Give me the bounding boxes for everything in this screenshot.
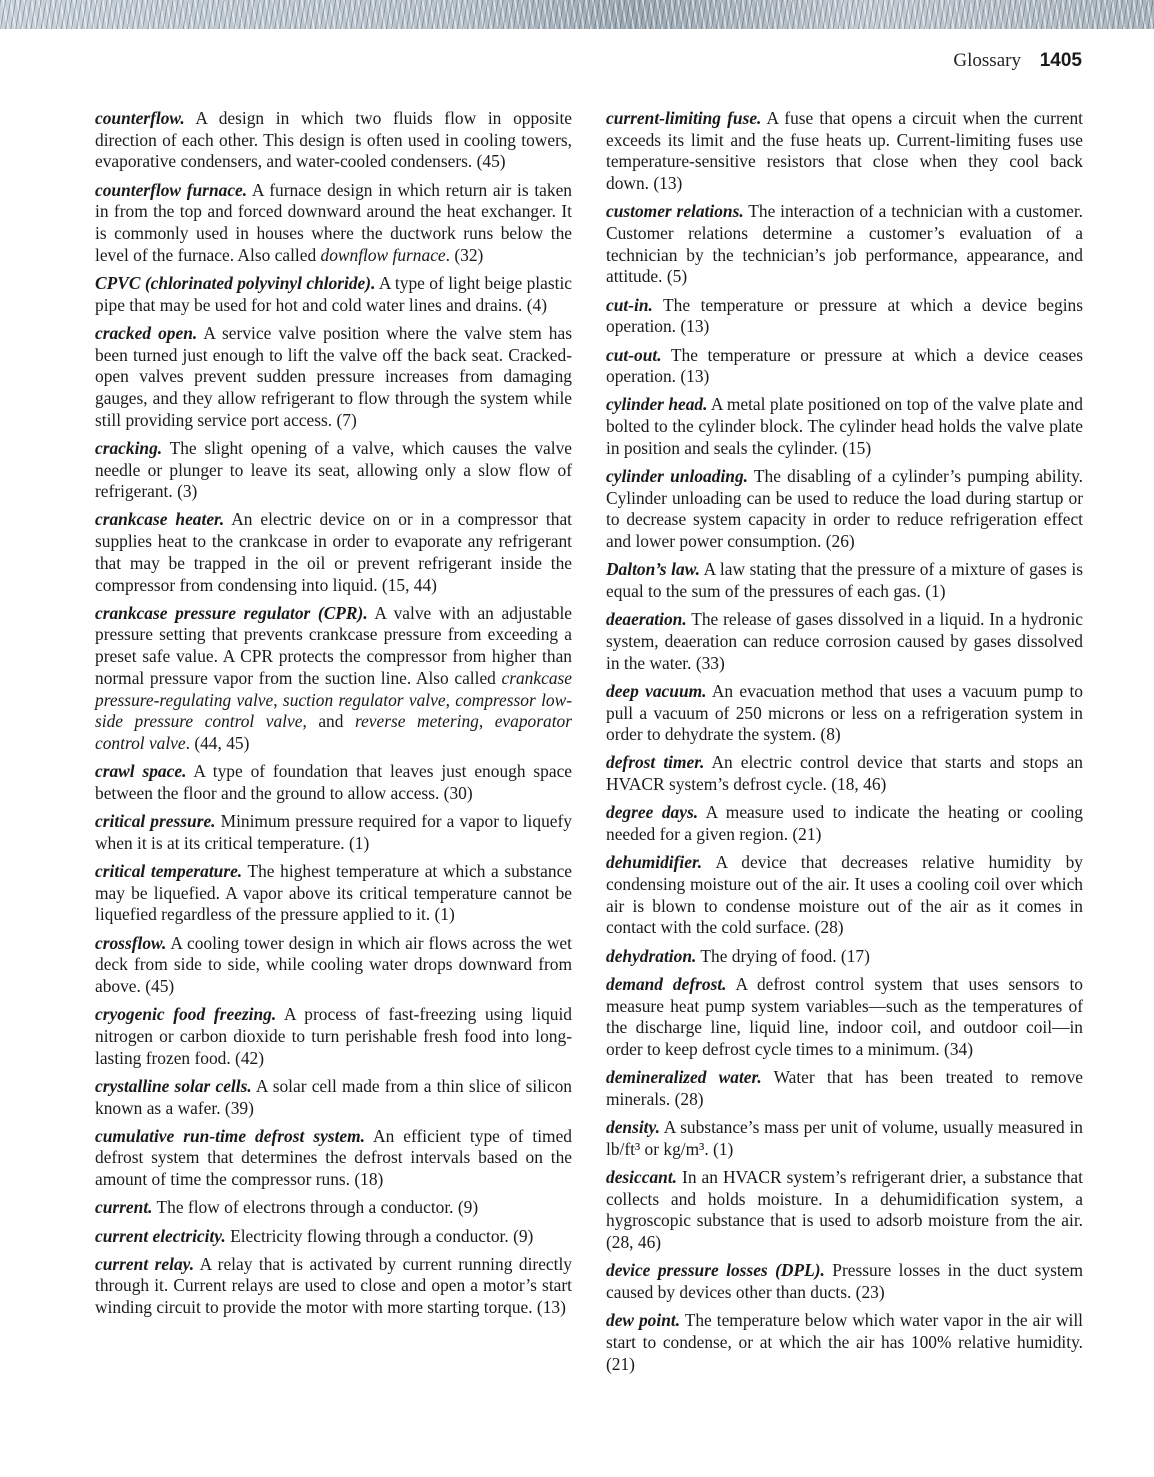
glossary-entry xyxy=(606,974,1083,1061)
glossary-synonym: reverse metering, evaporator control valve xyxy=(95,711,572,753)
glossary-definition: A service valve position where the valve stem has been turned just enough to lift the valve off the back seat. Cracked-open valves prevent sudden pressure increases from damaging gauges, and they allow refrigerant to flow through the system while still providing service port access. (7) xyxy=(95,322,572,430)
glossary-term: current electricity. xyxy=(95,1225,226,1246)
glossary-entry xyxy=(95,273,572,316)
glossary-entry xyxy=(606,1260,1083,1303)
glossary-term: demand defrost. xyxy=(606,973,727,994)
glossary-entry xyxy=(606,1067,1083,1110)
glossary-entry xyxy=(606,345,1083,388)
glossary-definition: The flow of electrons through a conductor. (9) xyxy=(152,1197,479,1218)
glossary-term: counterflow. xyxy=(95,108,185,128)
glossary-entry xyxy=(606,802,1083,845)
glossary-definition: Water that has been treated to remove minerals. (28) xyxy=(606,1067,1083,1109)
glossary-entry xyxy=(606,609,1083,674)
glossary-definition: The interaction of a technician with a customer. Customer relations determine a customer’s evaluation of a technician by the technician’s job performance, appearance, and attitude. (5) xyxy=(606,201,1084,287)
glossary-entry xyxy=(95,1226,572,1248)
glossary-entry xyxy=(95,509,572,596)
page-number: 1405 xyxy=(1039,50,1082,71)
glossary-definition: Pressure losses in the duct system caused by devices other than ducts. (23) xyxy=(606,1260,1083,1302)
glossary-definition: The disabling of a cylinder’s pumping ability. Cylinder unloading can be used to reduce the load during startup or to decrease system capacity in order to reduce refrigeration effect and lower power consumption. (26) xyxy=(606,466,1083,552)
glossary-term: crankcase heater. xyxy=(95,509,225,530)
glossary-term: customer relations. xyxy=(606,201,744,222)
glossary-definition: A defrost control system that uses sensors to measure heat pump system variables—such as the temperatures of the discharge line, liquid line, indoor coil, and outdoor coil—in order to keep defrost cycle times to a minimum. (34) xyxy=(606,973,1083,1059)
glossary-entry xyxy=(606,108,1083,195)
glossary-entry xyxy=(606,295,1083,338)
glossary-term: critical temperature. xyxy=(95,861,243,881)
glossary-term: cracked open. xyxy=(95,322,198,343)
glossary-definition: An efficient type of timed defrost system that determines the defrost intervals based on the amount of time the compressor runs. (18) xyxy=(95,1125,572,1190)
glossary-definition: Electricity flowing through a conductor. (9) xyxy=(225,1225,534,1246)
glossary-entry xyxy=(95,1254,572,1319)
glossary-synonym: downflow furnace xyxy=(320,244,446,265)
glossary-entry xyxy=(95,438,572,503)
glossary-definition: A solar cell made from a thin slice of silicon known as a wafer. (39) xyxy=(95,1075,572,1118)
glossary-entry xyxy=(606,559,1083,602)
glossary-definition: The temperature or pressure at which a device ceases operation. (13) xyxy=(606,344,1083,387)
glossary-entry xyxy=(95,108,572,173)
glossary-definition: A fuse that opens a circuit when the current exceeds its limit and the fuse heats up. Current-limiting fuses use temperature-sensitive resistors that close when they cool back down. (13) xyxy=(606,108,1083,194)
glossary-definition: A metal plate positioned on top of the valve plate and bolted to the cylinder block. The cylinder head holds the valve plate in position and seals the cylinder. (15) xyxy=(606,394,1083,458)
glossary-term: cumulative run-time defrost system. xyxy=(95,1125,365,1146)
glossary-definition: A design in which two fluids flow in opposite direction of each other. This design is often used in cooling towers, evaporative condensers, and water-cooled condensers. (45) xyxy=(95,108,572,172)
glossary-term: dehumidifier. xyxy=(606,852,703,873)
decorative-header-banner xyxy=(0,0,1154,29)
glossary-definition: , xyxy=(273,689,283,710)
glossary-synonym: suction regulator valve xyxy=(282,689,446,710)
glossary-definition: A measure used to indicate the heating or cooling needed for a given region. (21) xyxy=(606,802,1083,845)
glossary-term: cylinder head. xyxy=(606,394,708,415)
glossary-column-right xyxy=(606,108,1083,1382)
glossary-entry xyxy=(606,946,1083,968)
glossary-entry xyxy=(606,1167,1083,1254)
glossary-term: current-limiting fuse. xyxy=(606,108,762,128)
glossary-definition: A device that decreases relative humidity by condensing moisture out of the air. It uses a cooling coil over which air is blown to condense moisture out of the air as it comes in contact with the cold surface. (28) xyxy=(606,852,1083,938)
glossary-definition: . (32) xyxy=(445,244,484,265)
glossary-entry xyxy=(606,466,1083,553)
glossary-term: crossflow. xyxy=(95,932,167,953)
glossary-definition: The slight opening of a valve, which causes the valve needle or plunger to leave its seat, allowing only a slow flow of refrigerant. (3) xyxy=(95,437,572,502)
glossary-entry xyxy=(606,1310,1083,1375)
glossary-entry xyxy=(95,1126,572,1191)
glossary-definition: A type of foundation that leaves just enough space between the floor and the ground to allow access. (30) xyxy=(95,761,573,803)
glossary-definition: The drying of food. (17) xyxy=(696,945,870,966)
section-title: Glossary xyxy=(953,50,1021,71)
glossary-term: counterflow furnace. xyxy=(95,179,248,200)
running-header xyxy=(953,50,1082,72)
glossary-definition: A process of fast-freezing using liquid nitrogen or carbon dioxide to turn perishable fresh food into long-lasting frozen food. (42) xyxy=(95,1004,573,1068)
glossary-term: defrost timer. xyxy=(606,752,705,773)
glossary-entry xyxy=(606,852,1083,939)
glossary-entry xyxy=(606,201,1083,288)
glossary-term: critical pressure. xyxy=(95,811,216,832)
glossary-definition: A type of light beige plastic pipe that may be used for hot and cold water lines and drains. (4) xyxy=(95,272,573,315)
glossary-definition: A valve with an adjustable pressure setting that prevents crankcase pressure from exceeding a preset safe value. A CPR protects the compressor from higher than normal pressure vapor from the suction line. Also called xyxy=(95,602,573,688)
glossary-definition: A cooling tower design in which air flows across the wet deck from side to side, while cooling water drops downward from above. (45) xyxy=(95,932,572,997)
glossary-entry xyxy=(606,681,1083,746)
glossary-entry xyxy=(606,394,1083,459)
glossary-column-left xyxy=(95,108,572,1325)
glossary-term: density. xyxy=(606,1117,660,1138)
glossary-entry xyxy=(95,1076,572,1119)
glossary-term: deep vacuum. xyxy=(606,680,707,701)
glossary-definition: Minimum pressure required for a vapor to liquefy when it is at its critical temperature. (1) xyxy=(95,811,572,853)
glossary-entry xyxy=(95,1004,572,1069)
glossary-term: crankcase pressure regulator (CPR). xyxy=(95,602,368,623)
glossary-definition: A relay that is activated by current running directly through it. Current relays are used to close and open a motor’s start winding circuit to provide the motor with more starting torque. (13) xyxy=(95,1253,572,1318)
glossary-term: desiccant. xyxy=(606,1166,677,1187)
glossary-term: deaeration. xyxy=(606,609,687,630)
glossary-entry xyxy=(95,1197,572,1219)
glossary-term: cut-in. xyxy=(606,294,653,315)
glossary-definition: The highest temperature at which a substance may be liquefied. A vapor above its critical temperature cannot be liquefied regardless of the pressure applied to it. (1) xyxy=(95,861,573,925)
glossary-term: cryogenic food freezing. xyxy=(95,1004,277,1025)
glossary-term: cut-out. xyxy=(606,344,662,365)
glossary-term: dew point. xyxy=(606,1310,681,1331)
glossary-entry xyxy=(95,861,572,926)
glossary-definition: The temperature below which water vapor in the air will start to condense, or at which the air has 100% relative humidity. (21) xyxy=(606,1310,1084,1374)
glossary-definition: An electric device on or in a compressor that supplies heat to the crankcase in order to evaporate any refrigerant that may be trapped in the oil or prevent refrigerant inside the compressor from condensing into liquid. (15, 44) xyxy=(95,509,572,595)
glossary-term: current relay. xyxy=(95,1253,195,1274)
glossary-definition: A furnace design in which return air is taken in from the top and forced downward around the heat exchanger. It is commonly used in houses where the ductwork runs below the level of the furnace. Also called xyxy=(95,179,572,265)
glossary-term: degree days. xyxy=(606,802,699,823)
glossary-synonym: compressor low-side pressure control valve xyxy=(95,689,573,732)
glossary-entry xyxy=(95,811,572,854)
glossary-definition: , and xyxy=(302,711,355,732)
glossary-term: current. xyxy=(95,1197,153,1218)
glossary-definition: The temperature or pressure at which a device begins operation. (13) xyxy=(606,294,1083,337)
glossary-entry xyxy=(95,323,572,432)
glossary-definition: The release of gases dissolved in a liquid. In a hydronic system, deaeration can reduce corrosion caused by gases dissolved in the water. (33) xyxy=(606,609,1083,673)
glossary-entry xyxy=(606,1117,1083,1160)
glossary-term: cylinder unloading. xyxy=(606,466,748,487)
glossary-definition: An evacuation method that uses a vacuum pump to pull a vacuum of 250 microns or less on a refrigeration system in order to dehydrate the system. (8) xyxy=(606,680,1084,745)
glossary-term: Dalton’s law. xyxy=(606,559,701,580)
glossary-definition: A law stating that the pressure of a mixture of gases is equal to the sum of the pressures of each gas. (1) xyxy=(606,559,1083,602)
glossary-definition: In an HVACR system’s refrigerant drier, a substance that collects and holds moisture. In a dehumidification system, a hygroscopic substance that is used to adsorb moisture from the air. (28, 46) xyxy=(606,1166,1083,1253)
glossary-term: device pressure losses (DPL). xyxy=(606,1260,825,1281)
glossary-entry xyxy=(95,603,572,755)
glossary-definition: . (44, 45) xyxy=(185,732,250,753)
glossary-term: crystalline solar cells. xyxy=(95,1075,252,1096)
glossary-entry xyxy=(95,180,572,267)
glossary-term: dehydration. xyxy=(606,945,697,966)
glossary-term: demineralized water. xyxy=(606,1067,762,1088)
glossary-definition: , xyxy=(445,689,456,710)
glossary-term: crawl space. xyxy=(95,761,187,782)
glossary-entry xyxy=(95,761,572,804)
glossary-term: CPVC (chlorinated polyvinyl chloride). xyxy=(95,272,376,293)
glossary-definition: A substance’s mass per unit of volume, usually measured in lb/ft³ or kg/m³. (1) xyxy=(606,1117,1083,1159)
glossary-term: cracking. xyxy=(95,437,163,458)
glossary-entry xyxy=(606,752,1083,795)
glossary-definition: An electric control device that starts and stops an HVACR system’s defrost cycle. (18, 46) xyxy=(606,752,1083,795)
glossary-synonym: crankcase pressure-regulating valve xyxy=(95,667,572,710)
glossary-entry xyxy=(95,933,572,998)
